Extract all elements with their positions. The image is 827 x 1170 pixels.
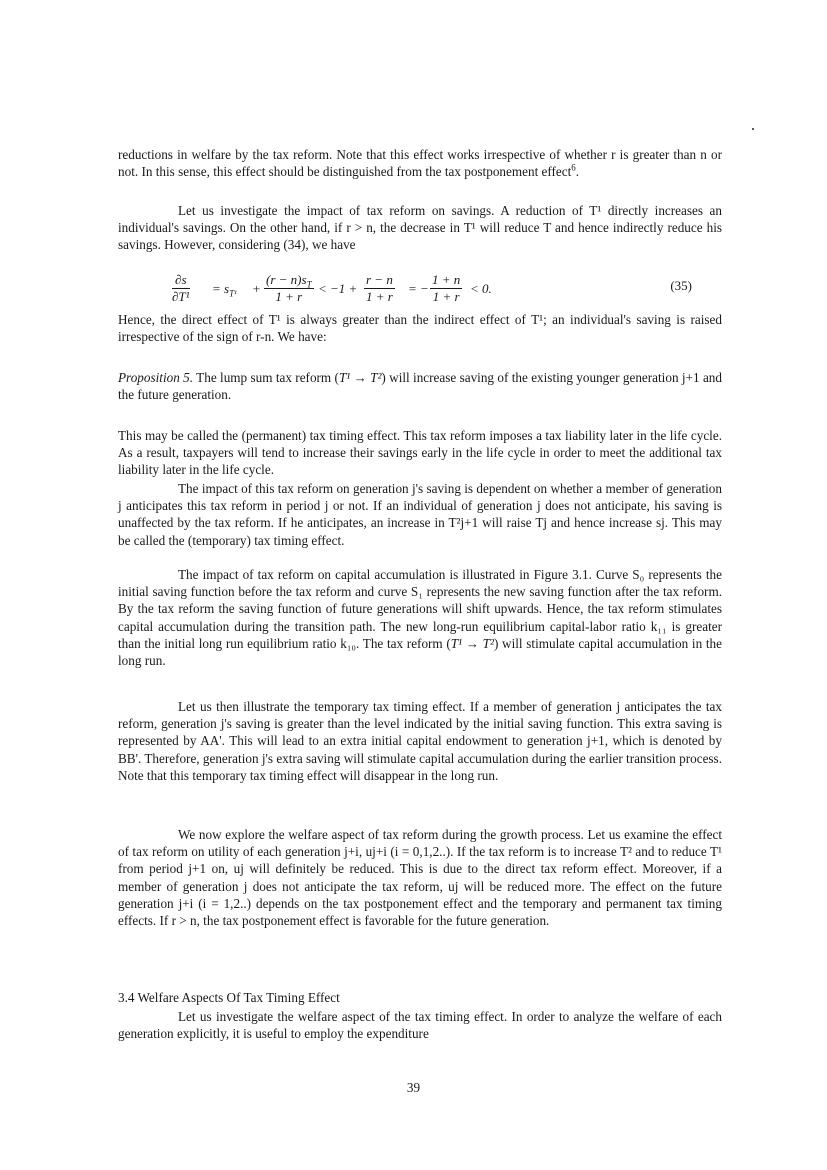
footnote-marker: 6 xyxy=(571,162,576,173)
proposition-5: Proposition 5. The lump sum tax reform (T¹ → T²) will increase saving of the existing younger generation j+1 and the future generation. xyxy=(118,370,722,403)
paragraph-text: reductions in welfare by the tax reform. Note that this effect works irrespective of whether r is greater than n or not. In this sense, this effect should be distinguished from the tax postponement effect xyxy=(118,147,722,180)
paragraph-direct-effect: Hence, the direct effect of T¹ is always greater than the indirect effect of T¹; an individual's saving is raised irrespective of the sign of r-n. We have: xyxy=(118,312,722,345)
math-tax-reform: T¹ → T² xyxy=(450,635,494,651)
eq-fraction-2: $\frac{r - n}{1 + r}$ xyxy=(366,272,393,304)
page-number: 39 xyxy=(406,1080,421,1095)
paragraph-generation-j: The impact of this tax reform on generation j's saving is dependent on whether a member of generation j anticipates this tax reform in period j or not. If an individual of generation j does not anticipate, his saving is unaffected by the tax reform. If he anticipates, an increase in T²j+1 will raise Tj and hence increase sj. This may be called the (temporary) tax timing effect. xyxy=(118,481,722,548)
equation-number: (35) xyxy=(670,278,692,293)
scan-speck xyxy=(752,128,754,130)
paragraph-welfare-timing: Let us investigate the welfare aspect of the tax timing effect. In order to analyze the welfare of each generation explicitly, it is useful to employ the expenditure xyxy=(118,1009,722,1042)
paragraph-capital-accumulation: The impact of tax reform on capital accumulation is illustrated in Figure 3.1. Curve S₀ represents the initial saving function before the tax reform and curve S₁ represents the new saving function after the tax reform. By the tax reform the saving function of future generations will shift upwards. Hence, the tax reform stimulates capital accumulation during the transition path. The new long-run equilibrium capital-labor ratio k₁₁ is greater than the initial long run equilibrium ratio k₁₀. The tax reform (T¹ → T²) will stimulate capital accumulation in the long run. xyxy=(118,567,722,669)
proposition-label: Proposition 5. xyxy=(118,370,194,385)
paragraph-tax-timing: This may be called the (permanent) tax timing effect. This tax reform imposes a tax liability later in the life cycle. As a result, taxpayers will tend to increase their savings early in the life cycle in order to meet the additional tax liability later in the life cycle. xyxy=(118,428,722,478)
math-tax-reform: T¹ → T² xyxy=(338,370,382,385)
paragraph-welfare-growth: We now explore the welfare aspect of tax reform during the growth process. Let us examine the effect of tax reform on utility of each generation j+i, uj+i (i = 0,1,2..). If the tax reform is to increase T² and to reduce T¹ from period j+1 on, uj will definitely be reduced. This is due to the direct tax reform effect. Moreover, if a member of generation j does not anticipate the tax reform, uj will be reduced more. The effect on the future generation j+i (i = 1,2..) depends on the tax postponement effect and the temporary and permanent tax timing effects. If r > n, the tax postponement effect is favorable for the future generation. xyxy=(118,827,722,929)
paragraph-savings-impact: Let us investigate the impact of tax reform on savings. A reduction of T¹ directly increases an individual's savings. On the other hand, if r > n, the decrease in T¹ will reduce T and hence indirectly reduce his savings. However, considering (34), we have xyxy=(118,203,722,253)
paragraph-text: . xyxy=(575,164,580,180)
paragraph-intro xyxy=(118,146,722,180)
eq-fraction-1: $\frac{(r - n)s_T}{1 + r}$ xyxy=(266,272,312,304)
section-heading: 3.4 Welfare Aspects Of Tax Timing Effect xyxy=(118,990,340,1005)
paragraph-temporary-effect: Let us then illustrate the temporary tax timing effect. If a member of generation j anticipates the tax reform, generation j's saving is greater than the level indicated by the initial saving function. This extra saving is represented by AA'. This will lead to an extra initial capital endowment to generation j+1, which is denoted by BB'. Therefore, generation j's extra saving will stimulate capital accumulation during the earlier transition process. Note that this temporary tax timing effect will disappear in the long run. xyxy=(118,699,722,783)
equation-35: $\frac{\partial s}{\text{∂T¹}}$ = $s_{T^1}$ + $\frac{(r - n)s_T}{1 + r}$ < −1 + $\frac{r - n}{1 + r}$ = − $\frac{1 + n}{1 + r}$ < 0. (35) xyxy=(172,272,692,304)
eq-fraction-3: $\frac{1 + n}{1 + r}$ xyxy=(432,272,461,304)
eq-lhs-fraction: $\frac{\partial s}{\text{∂T¹}}$ xyxy=(172,272,190,304)
